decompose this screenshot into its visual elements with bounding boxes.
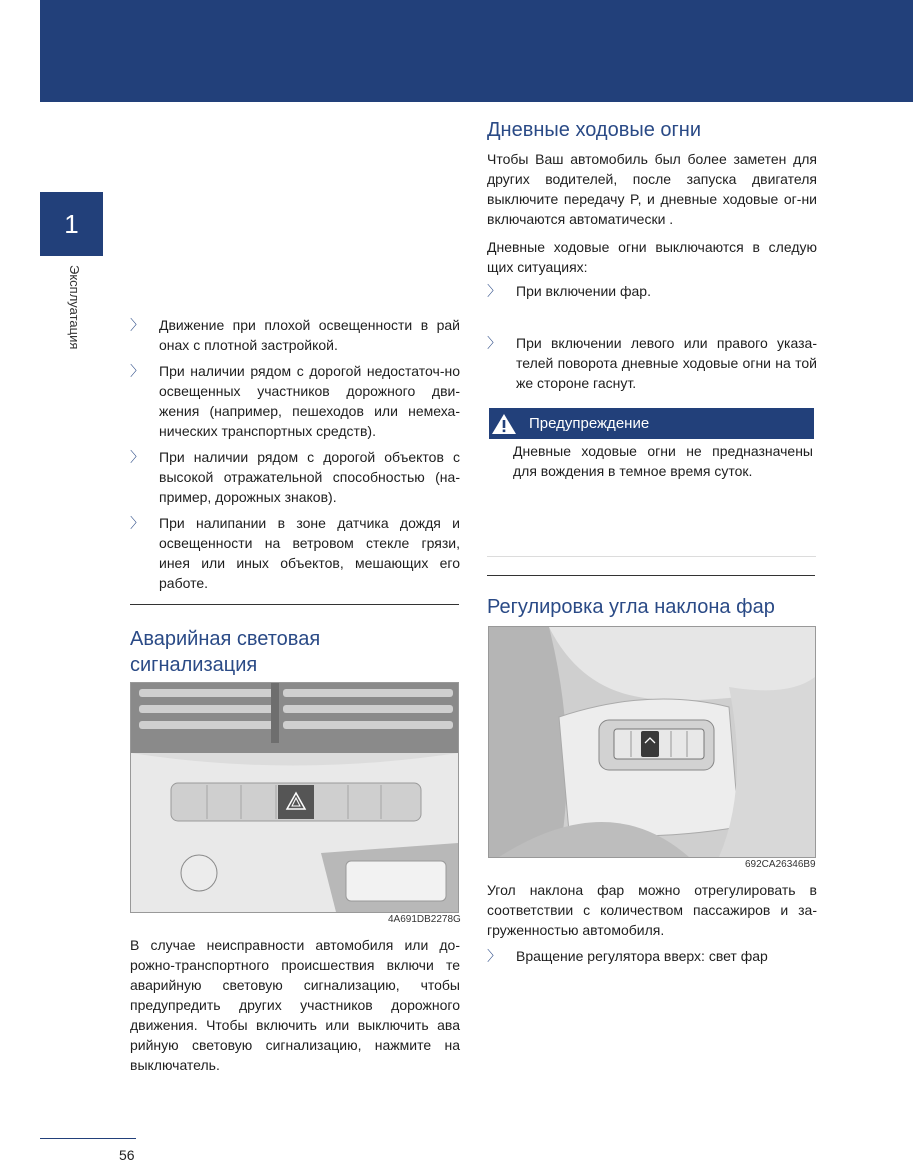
section-divider <box>487 575 815 576</box>
bullet-marker-icon: 〉 <box>487 335 501 351</box>
drl-paragraph-1: Чтобы Ваш автомобиль был более заметен для других водителей, после запуска двигателя выключите передачу P, и дневные ходовые ог-ни включаются автоматически . <box>487 151 817 227</box>
headlamp-leveling-figure <box>488 626 816 858</box>
list-item: 〉 Вращение регулятора вверх: свет фар <box>487 948 768 964</box>
list-item: 〉 При наличии рядом с дорогой недостаточ-но освещенных участников дорожного дви-жения (например, пешеходов или немеха-нических транспортных средств). <box>130 363 460 439</box>
hazard-figure-code: 4A691DB2278G <box>388 914 461 925</box>
section-divider <box>130 604 459 605</box>
list-item: 〉 При наличии рядом с дорогой объектов с высокой отражательной способностью (на-пример, дорожных знаков). <box>130 449 460 505</box>
dashboard-left-panel-illustration <box>489 627 815 857</box>
chapter-number: 1 <box>64 208 79 239</box>
warning-banner <box>489 408 814 439</box>
page-number: 56 <box>119 1147 135 1163</box>
hazard-switch-figure <box>130 682 459 913</box>
chapter-number-tab <box>40 192 103 256</box>
bullet-marker-icon: 〉 <box>130 449 144 465</box>
header-band <box>40 0 913 102</box>
drl-paragraph-2: Дневные ходовые огни выключаются в следую щих ситуациях: <box>487 239 817 275</box>
headlamp-figure-code: 692CA26346B9 <box>745 859 816 870</box>
headlamp-paragraph: Угол наклона фар можно отрегулировать в соответствии с количеством пассажиров и за-груженностью автомобиля. <box>487 882 817 938</box>
bullet-marker-icon: 〉 <box>130 317 144 333</box>
hazard-heading-line2: сигнализация <box>130 654 258 676</box>
warning-triangle-icon <box>491 413 517 435</box>
drl-heading: Дневные ходовые огни <box>487 119 702 141</box>
bullet-marker-icon: 〉 <box>130 363 144 379</box>
warning-body: Дневные ходовые огни не предназначены для вождения в темное время суток. <box>513 443 813 479</box>
list-item: 〉 Движение при плохой освещенности в рай онах с плотной застройкой. <box>130 317 460 353</box>
dashboard-illustration <box>131 683 458 912</box>
list-item: 〉 При налипании в зоне датчика дождя и освещенности на ветровом стекле грязи, инея или иных объектов, мешающих его работе. <box>130 515 460 591</box>
hazard-paragraph: В случае неисправности автомобиля или до-рожно-транспортного происшествия включи те аварийную световую сигнализацию, чтобы предупредить других участников дорожного движения. Чтобы включить или выключить ава рийную световую сигнализацию, нажмите на выключатель. <box>130 937 460 1073</box>
chapter-label-text: Эксплуатация <box>67 265 82 350</box>
bullet-marker-icon: 〉 <box>487 948 501 964</box>
footer-rule <box>40 1138 136 1139</box>
hazard-heading <box>130 626 460 678</box>
bullet-marker-icon: 〉 <box>130 515 144 531</box>
warning-end-line <box>487 556 816 557</box>
warning-title: Предупреждение <box>529 415 650 432</box>
left-bullet-list <box>130 315 460 593</box>
drl-section <box>487 117 817 301</box>
headlamp-heading-block <box>487 594 817 620</box>
chapter-label-vertical <box>68 265 86 375</box>
list-item: 〉 При включении левого или правого указа-телей поворота дневные ходовые огни на той же стороне гаснут. <box>487 335 817 391</box>
list-item: 〉 При включении фар. <box>487 283 651 299</box>
headlamp-section <box>487 880 817 966</box>
hazard-heading-line1: Аварийная световая <box>130 628 321 650</box>
drl-bullet-turn <box>487 333 817 393</box>
bullet-marker-icon: 〉 <box>487 283 501 299</box>
headlamp-heading: Регулировка угла наклона фар <box>487 596 775 618</box>
